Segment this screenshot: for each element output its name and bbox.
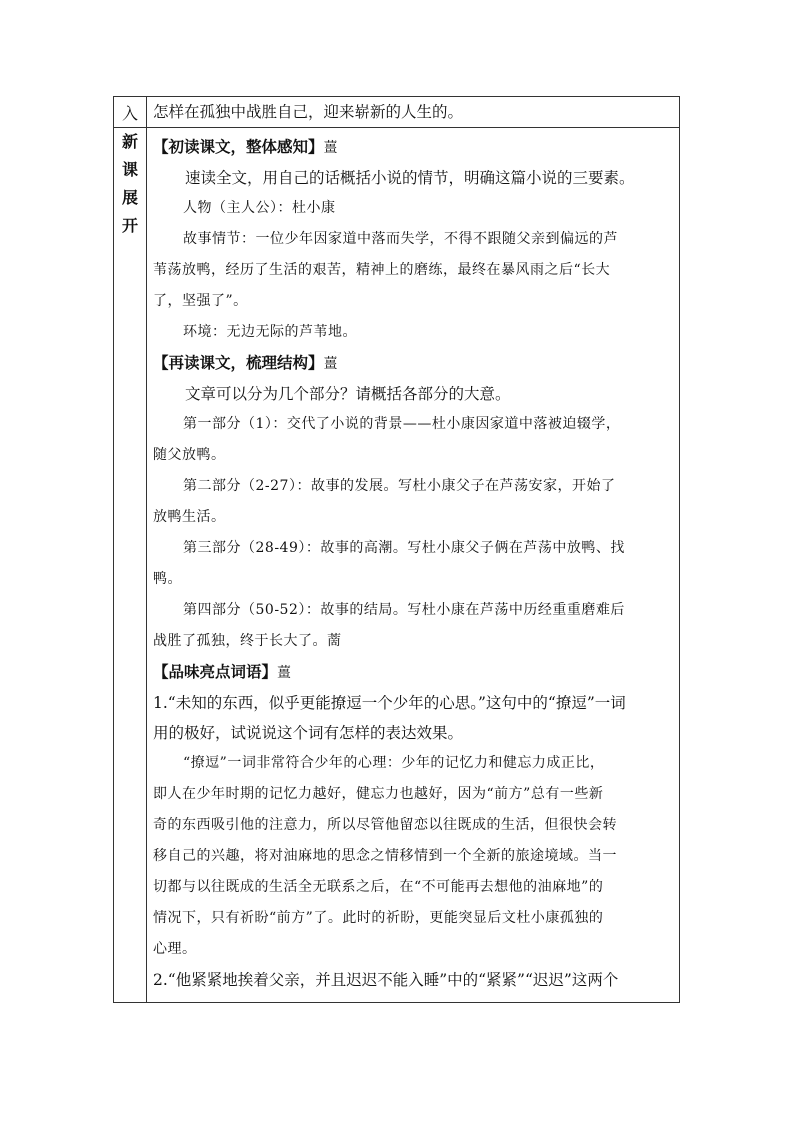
section3-q1-line2: 用的极好，试说说这个词有怎样的表达效果。 [153, 724, 464, 742]
section2-part1-line2: 随父放鸭。 [153, 447, 226, 463]
section1-heading: 【初读课文，整体感知】 [153, 137, 324, 156]
intro-text: 怎样在孤独中战胜自己，迎来崭新的人生的。 [153, 103, 464, 121]
section2-part2-line1: 第二部分（2-27）：故事的发展。写杜小康父子在芦荡安家，开始了 [183, 478, 616, 494]
section3-heading: 【品味亮点词语】 [153, 662, 278, 681]
section3-a1-line1: “撩逗”一词非常符合少年的心理：少年的记忆力和健忘力成正比， [183, 755, 605, 771]
section2-part3-line2: 鸭。 [153, 571, 182, 587]
new-lesson-cell [147, 128, 680, 1003]
row-label-intro: 入 [114, 97, 147, 128]
section1-plot-line1: 故事情节：一位少年因家道中落而失学，不得不跟随父亲到偏远的芦 [183, 231, 618, 247]
section3-stray-char: 薑 [277, 665, 292, 681]
section2-heading: 【再读课文，梳理结构】 [153, 353, 324, 372]
section2-part4-line1: 第四部分（50-52）：故事的结局。写杜小康在芦荡中历经重重磨难后 [183, 602, 625, 618]
section2-stray-char: 薑 [323, 356, 338, 372]
section1-heading-line [153, 132, 673, 163]
section1-question: 速读全文，用自己的话概括小说的情节，明确这篇小说的三要素。 [185, 169, 635, 187]
section3-a1-line2: 即人在少年时期的记忆力越好，健忘力也越好，因为“前方”总有一些新 [153, 786, 604, 802]
section1-stray-char: 薑 [323, 140, 338, 156]
lesson-plan-table [113, 96, 680, 1003]
section1-setting: 环境：无边无际的芦苇地。 [183, 324, 357, 340]
section1-plot-line3: 了，坚强了”。 [153, 293, 248, 309]
section2-heading-line [153, 348, 673, 379]
table-row-intro [114, 97, 680, 128]
section3-q1-line1: 1.“未知的东西，似乎更能撩逗一个少年的心思。”这句中的“撩逗”一词 [153, 694, 626, 712]
section2-part4-line2: 战胜了孤独，终于长大了。 [153, 633, 327, 649]
section3-a1-line4: 移自己的兴趣，将对油麻地的思念之情移情到一个全新的旅途境域。当一 [153, 848, 617, 864]
section2-part4-line2-wrap [153, 626, 673, 657]
section2-part2-line2: 放鸭生活。 [153, 509, 226, 525]
section3-q2-line1: 2.“他紧紧地挨着父亲，并且迟迟不能入睡”中的“紧紧”“迟迟”这两个 [153, 971, 619, 989]
label-char-2: 课 [121, 160, 138, 179]
section1-character: 人物（主人公）：杜小康 [183, 200, 336, 216]
label-char-3: 展 [121, 188, 138, 207]
section3-a1-line7: 心理。 [153, 941, 197, 957]
section3-a1-line5: 切都与以往既成的生活全无联系之后，在“不可能再去想他的油麻地”的 [153, 879, 604, 895]
section2-question: 文章可以分为几个部分？请概括各部分的大意。 [185, 385, 511, 403]
section2-part4-stray-char: 蔐 [327, 633, 342, 649]
section3-a1-line3: 奇的东西吸引他的注意力，所以尽管他留恋以往既成的生活，但很快会转 [153, 817, 617, 833]
section2-part3-line1: 第三部分（28-49）：故事的高潮。写杜小康父子俩在芦荡中放鸭、找 [183, 540, 625, 556]
row-label-new-lesson [114, 128, 147, 1003]
label-char-4: 开 [121, 216, 138, 235]
intro-cell [147, 97, 680, 128]
section3-heading-line [153, 657, 673, 688]
section3-a1-line6: 情况下，只有祈盼“前方”了。此时的祈盼，更能突显后文杜小康孤独的 [153, 910, 604, 926]
section1-plot-line2: 苇荡放鸭，经历了生活的艰苦，精神上的磨练，最终在暴风雨之后“长大 [153, 262, 611, 278]
section2-part1-line1: 第一部分（1）：交代了小说的背景——杜小康因家道中落被迫辍学， [183, 416, 621, 432]
table-row-new-lesson [114, 128, 680, 1003]
label-char-1: 新 [121, 132, 138, 151]
